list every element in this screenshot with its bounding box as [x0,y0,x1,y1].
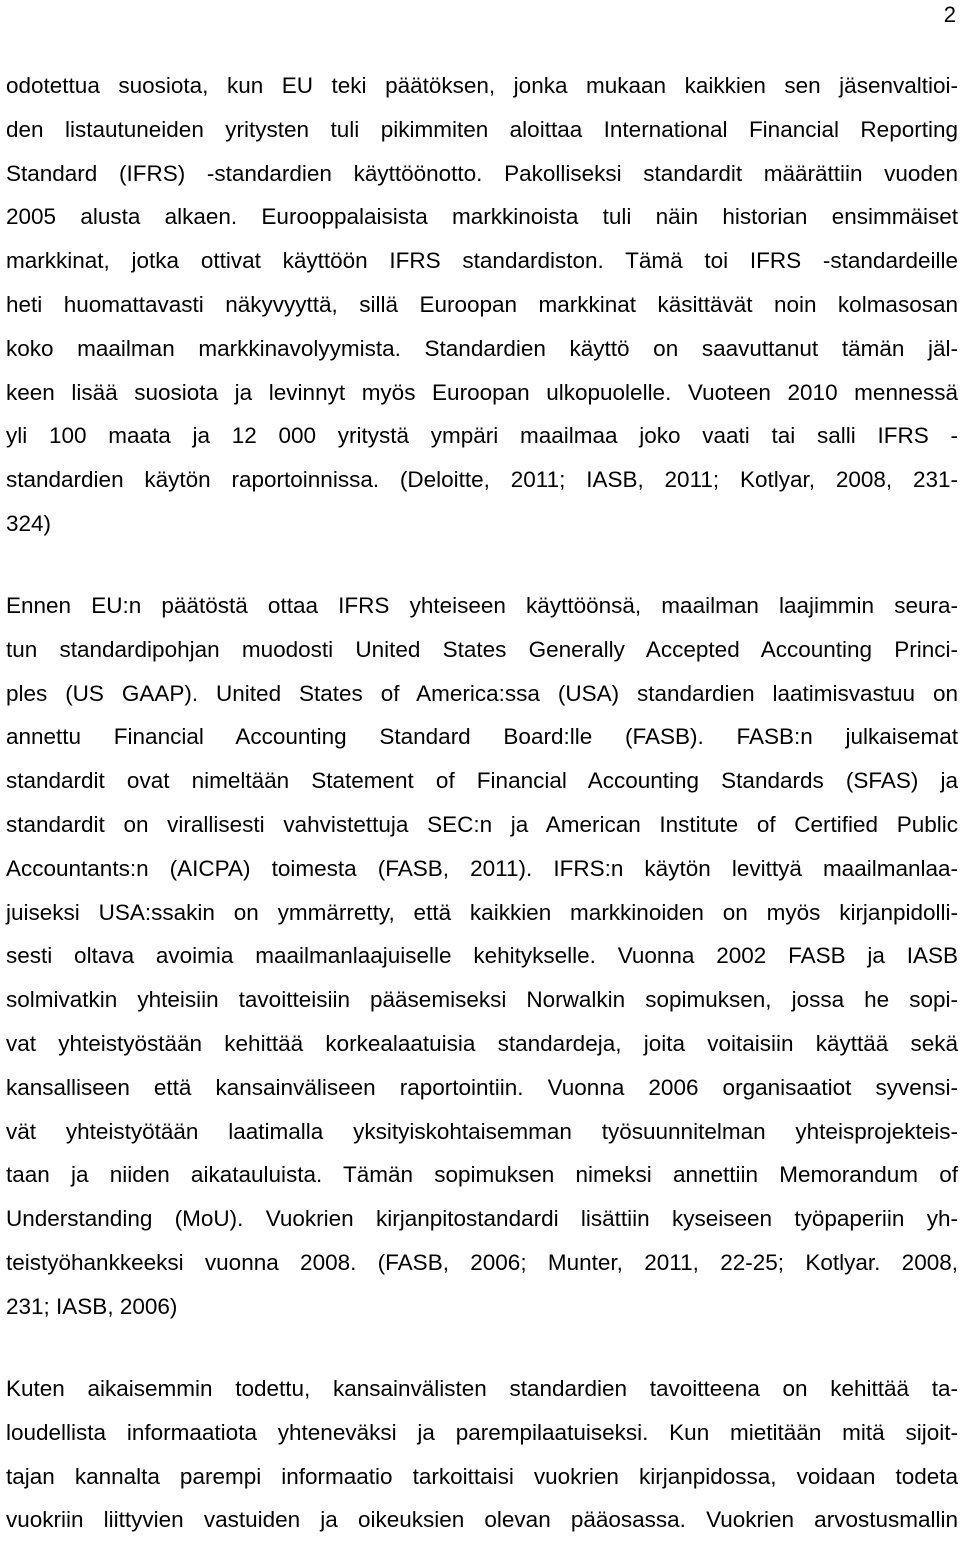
paragraph-ifrs-adoption [6,64,958,546]
text-line: ples (US GAAP). United States of America:ssa (USA) standardien laatimisvastuu on [6,680,958,706]
text-line: markkinat, jotka ottivat käyttöön IFRS standardiston. Tämä toi IFRS -standardeille [6,248,958,274]
text-line: loudellista informaatiota yhteneväksi ja parempilaatuiseksi. Kun mietitään mitä sijoit- [6,1419,958,1445]
text-line: vät yhteistyötään laatimalla yksityiskohtaisemman työsuunnitelman yhteisprojekteis- [6,1118,958,1144]
text-line: tajan kannalta parempi informaatio tarkoittaisi vuokrien kirjanpidossa, voidaan todeta [6,1463,958,1489]
page-number: 2 [943,2,956,27]
paragraph-standards-goal [6,1367,958,1542]
text-line: taan ja niiden aikatauluista. Tämän sopimuksen nimeksi annettiin Memorandum of [6,1162,958,1188]
paragraph-us-gaap [6,584,958,1329]
text-line: solmivatkin yhteisiin tavoitteisiin pääsemiseksi Norwalkin sopimuksen, jossa he sopi- [6,987,958,1013]
text-line: Standard (IFRS) -standardien käyttöönotto. Pakolliseksi standardit määrättiin vuoden [6,160,958,186]
text-line: tun standardipohjan muodosti United States Generally Accepted Accounting Princi- [6,636,958,662]
text-line: standardien käytön raportoinnissa. (Deloitte, 2011; IASB, 2011; Kotlyar, 2008, 231- [6,467,958,493]
text-line: den listautuneiden yritysten tuli pikimmiten aloittaa International Financial Reporting [6,116,958,142]
text-line: kansalliseen että kansainväliseen raportointiin. Vuonna 2006 organisaatiot syvensi- [6,1074,958,1100]
text-line: 324) [6,510,52,536]
text-line: Understanding (MoU). Vuokrien kirjanpitostandardi lisättiin kyseiseen työpaperiin yh- [6,1206,958,1232]
text-line: standardit ovat nimeltään Statement of Financial Accounting Standards (SFAS) ja [6,768,958,794]
text-line: keen lisää suosiota ja levinnyt myös Euroopan ulkopuolelle. Vuoteen 2010 mennessä [6,379,958,405]
text-line: vat yhteistyöstään kehittää korkealaatuisia standardeja, joita voitaisiin käyttää sekä [6,1030,958,1056]
text-line: Accountants:n (AICPA) toimesta (FASB, 2011). IFRS:n käytön levittyä maailmanlaa- [6,855,958,881]
text-line: Kuten aikaisemmin todettu, kansainvälisten standardien tavoitteena on kehittää ta- [6,1376,958,1401]
text-line: vuokriin liittyvien vastuiden ja oikeuksien olevan pääosassa. Vuokrien arvostusmallin [6,1507,958,1533]
text-line: standardit on virallisesti vahvistettuja SEC:n ja American Institute of Certified Public [6,811,958,837]
text-line: 231; IASB, 2006) [6,1293,178,1319]
text-line: heti huomattavasti näkyvyyttä, sillä Euroopan markkinat käsittävät noin kolmasosan [6,291,958,317]
text-line: koko maailman markkinavolyymista. Standardien käyttö on saavuttanut tämän jäl- [6,335,958,361]
text-line: odotettua suosiota, kun EU teki päätöksen, jonka mukaan kaikkien sen jäsenvaltioi- [6,73,958,98]
text-line: sesti oltava avoimia maailmanlaajuiselle kehitykselle. Vuonna 2002 FASB ja IASB [6,943,958,969]
text-line: yli 100 maata ja 12 000 yritystä ympäri maailmaa joko vaati tai salli IFRS - [6,423,958,449]
text-line: Ennen EU:n päätöstä ottaa IFRS yhteiseen käyttöönsä, maailman laajimmin seura- [6,593,958,618]
text-line: annettu Financial Accounting Standard Board:lle (FASB). FASB:n julkaisemat [6,724,958,750]
text-line: 2005 alusta alkaen. Eurooppalaisista markkinoista tuli näin historian ensimmäiset [6,204,958,230]
text-line: teistyöhankkeeksi vuonna 2008. (FASB, 2006; Munter, 2011, 22-25; Kotlyar. 2008, [6,1249,958,1275]
text-line: juiseksi USA:ssakin on ymmärretty, että kaikkien markkinoiden on myös kirjanpidolli- [6,899,958,925]
